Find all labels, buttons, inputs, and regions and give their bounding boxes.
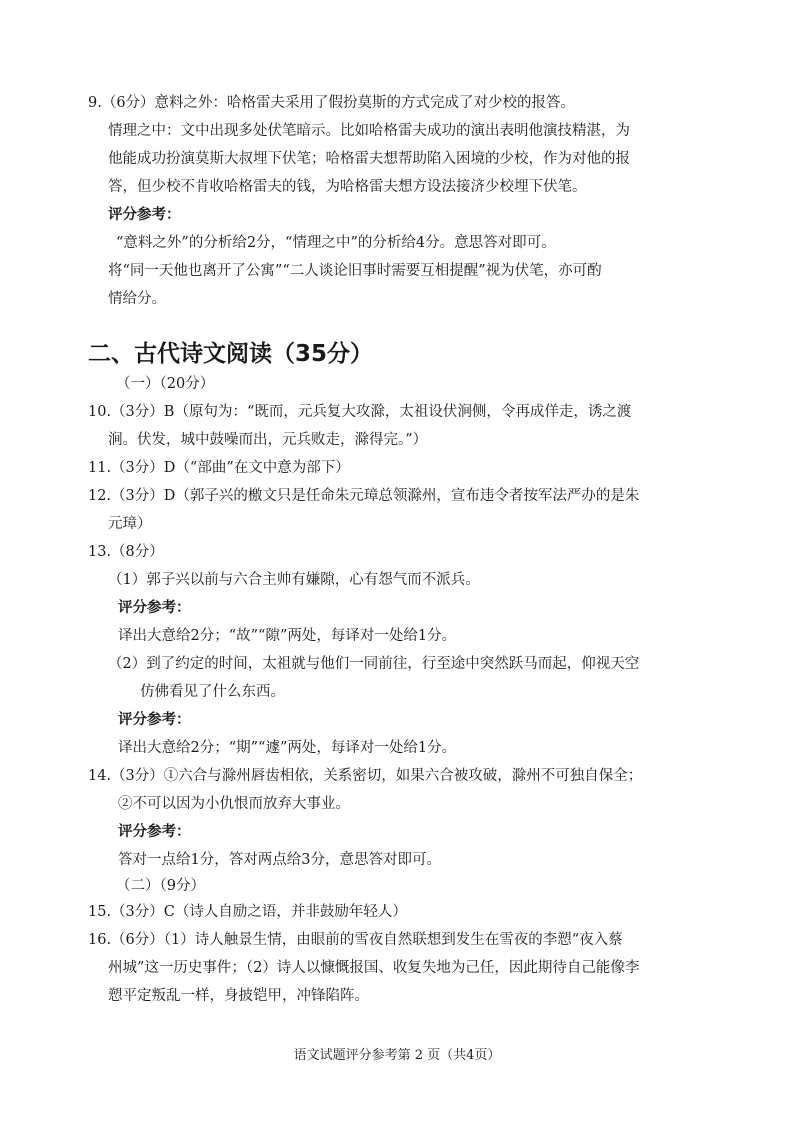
q9-scoring-line-3: 情给分。 bbox=[108, 291, 166, 307]
q12-line-1: 12.（3分）D（郭子兴的檄文只是任命朱元璋总领滁州，宣布违令者按军法严办的是朱 bbox=[88, 488, 640, 504]
q10-line-2: 涧。伏发，城中鼓噪而出，元兵败走，滁得完。”） bbox=[108, 432, 428, 448]
q13-scoring-2: 译出大意给2分；“期”“遽”两处，每译对一处给1分。 bbox=[118, 740, 457, 756]
part-1-heading: （一）（20分） bbox=[116, 376, 215, 392]
q13-heading: 13.（8分） bbox=[88, 544, 164, 560]
q13-scoring-1: 译出大意给2分；“故”“隙”两处，每译对一处给1分。 bbox=[118, 628, 457, 644]
q13-answer-1: （1）郭子兴以前与六合主帅有嫌隙，心有怨气而不派兵。 bbox=[108, 572, 480, 588]
q9-scoring-line-1: “意料之外”的分析给2分，“情理之中”的分析给4分。意思答对即可。 bbox=[116, 235, 556, 251]
q13-scoring-label-1: 评分参考： bbox=[118, 599, 191, 616]
q13-scoring-label-2: 评分参考： bbox=[118, 711, 191, 728]
q14-line-2: ②不可以因为小仇恨而放弃大事业。 bbox=[118, 796, 350, 812]
q14-scoring-label: 评分参考： bbox=[118, 823, 191, 840]
q14-line-1: 14.（3分）①六合与滁州唇齿相依，关系密切，如果六合被攻破，滁州不可独自保全； bbox=[88, 768, 643, 784]
q14-scoring: 答对一点给1分，答对两点给3分，意思答对即可。 bbox=[118, 852, 441, 868]
q9-scoring-label: 评分参考： bbox=[108, 206, 181, 223]
q13-answer-2-line-1: （2）到了约定的时间，太祖就与他们一同前往，行至途中突然跃马而起，仰视天空 bbox=[108, 656, 640, 672]
page-footer: 语文试题评分参考第 2 页（共4页） bbox=[293, 1048, 501, 1063]
q9-line-4: 答，但少校不肯收哈格雷夫的钱，为哈格雷夫想方设法接济少校埋下伏笔。 bbox=[108, 179, 587, 195]
q16-line-1: 16.（6分）（1）诗人触景生情，由眼前的雪夜自然联想到发生在雪夜的李愬“夜入蔡 bbox=[88, 932, 623, 948]
q9-line-2: 情理之中：文中出现多处伏笔暗示。比如哈格雷夫成功的演出表明他演技精湛，为 bbox=[108, 123, 630, 139]
q9-scoring-line-2: 将“同一天他也离开了公寓”“二人谈论旧事时需要互相提醒”视为伏笔，亦可酌 bbox=[108, 263, 602, 279]
q9-line-3: 他能成功扮演莫斯大叔埋下伏笔；哈格雷夫想帮助陷入困境的少校，作为对他的报 bbox=[108, 151, 630, 167]
section-title: 二、古代诗文阅读（35分） bbox=[88, 341, 374, 367]
q12-line-2: 元璋） bbox=[108, 516, 152, 532]
q16-line-2: 州城”这一历史事件；（2）诗人以慷慨报国、收复失地为己任，因此期待自己能像李 bbox=[108, 960, 640, 976]
q16-line-3: 愬平定叛乱一样，身披铠甲，冲锋陷阵。 bbox=[108, 988, 369, 1004]
part-2-heading: （二）（9分） bbox=[116, 878, 205, 894]
q11-line-1: 11.（3分）D（“部曲”在文中意为部下） bbox=[88, 460, 350, 476]
q15-line-1: 15.（3分）C（诗人自励之语，并非鼓励年轻人） bbox=[88, 904, 407, 920]
q13-answer-2-line-2: 仿佛看见了什么东西。 bbox=[140, 684, 285, 700]
q9-line-1: 9.（6分）意料之外：哈格雷夫采用了假扮莫斯的方式完成了对少校的报答。 bbox=[88, 95, 576, 111]
q10-line-1: 10.（3分）B（原句为：“既而，元兵复大攻滁，太祖设伏涧侧，令再成佯走，诱之渡 bbox=[88, 404, 632, 420]
